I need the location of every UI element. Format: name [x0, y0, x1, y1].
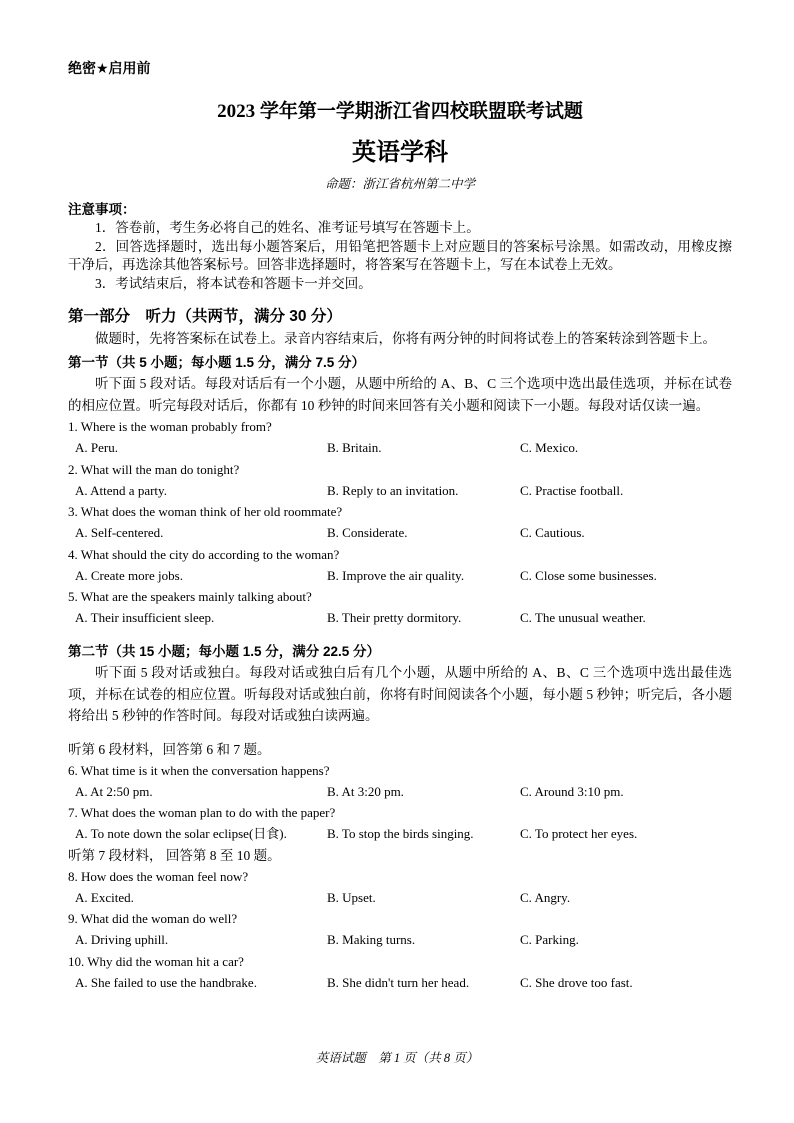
option-c: C. Around 3:10 pm.	[520, 783, 624, 799]
page-footer: 英语试题 第 1 页（共 8 页）	[315, 1051, 479, 1065]
question-stem: 2. What will the man do tonight?	[68, 461, 240, 477]
notice-item-3: 3．考试结束后，将本试卷和答题卡一并交回。	[95, 275, 372, 291]
question-options	[75, 607, 732, 629]
notice-item-1: 1．答卷前，考生务必将自己的姓名、准考证号填写在答题卡上。	[95, 220, 480, 235]
option-b: B. At 3:20 pm.	[327, 783, 404, 799]
question-options	[75, 972, 732, 994]
option-c: C. Angry.	[520, 889, 571, 905]
option-a: A. At 2:50 pm.	[75, 783, 153, 799]
option-b: B. Britain.	[327, 440, 382, 455]
option-a: A. Create more jobs.	[75, 567, 183, 583]
option-b: B. Improve the air quality.	[327, 567, 465, 583]
question-options	[75, 522, 732, 544]
option-b: B. Their pretty dormitory.	[327, 610, 462, 625]
question-5	[68, 586, 732, 629]
question-stem: 3. What does the woman think of her old roommate?	[68, 504, 343, 519]
option-c: C. Parking.	[520, 932, 579, 947]
question-10	[68, 951, 732, 994]
option-c: C. Mexico.	[520, 440, 579, 455]
option-c: C. Practise football.	[520, 482, 624, 498]
question-6	[68, 760, 732, 803]
question-stem: 1. Where is the woman probably from?	[68, 419, 272, 434]
question-options	[75, 929, 732, 951]
question-8	[68, 866, 732, 909]
question-stem: 8. How does the woman feel now?	[68, 868, 249, 884]
question-stem: 5. What are the speakers mainly talking about?	[68, 589, 312, 604]
option-a: A. Their insufficient sleep.	[75, 610, 215, 625]
question-options	[75, 823, 732, 845]
option-c: C. To protect her eyes.	[520, 826, 638, 841]
question-options	[75, 887, 732, 909]
material-7-line: 听第 7 段材料， 回答第 8 至 10 题。	[68, 847, 281, 863]
part1-intro: 做题时，先将答案标在试卷上。录音内容结束后，你将有两分钟的时间将试卷上的答案转涂到答题卡上。	[95, 331, 716, 346]
notice-section	[68, 201, 732, 293]
option-c: C. She drove too fast.	[520, 974, 633, 990]
option-a: A. Attend a party.	[75, 482, 167, 498]
question-3	[68, 501, 732, 544]
option-a: A. Excited.	[75, 889, 134, 905]
section1-intro: 听下面 5 段对话。每段对话后有一个小题，从题中所给的 A、B、C 三个选项中选出最佳选项，并标在试卷的相应位置。听完每段对话后，你都有 10 秒钟的时间来回答有关小题和阅读下一小题。每段对话仅读一遍。	[68, 376, 732, 413]
option-a: A. To note down the solar eclipse(日食).	[75, 826, 287, 841]
section1-heading: 第一节（共 5 小题；每小题 1.5 分，满分 7.5 分）	[68, 354, 366, 370]
question-options	[75, 480, 732, 502]
option-b: B. Considerate.	[327, 525, 408, 540]
question-stem: 4. What should the city do according to the woman?	[68, 546, 340, 562]
option-b: B. To stop the birds singing.	[327, 826, 474, 841]
subject-title: 英语学科	[352, 139, 448, 166]
question-options	[75, 437, 732, 459]
classification-label: 绝密★启用前	[68, 60, 151, 76]
question-1	[68, 416, 732, 459]
question-options	[75, 565, 732, 587]
question-7	[68, 802, 732, 845]
notice-heading: 注意事项：	[68, 202, 136, 217]
question-stem: 6. What time is it when the conversation happens?	[68, 762, 330, 778]
section2-heading: 第二节（共 15 小题；每小题 1.5 分，满分 22.5 分）	[68, 643, 381, 659]
option-b: B. Upset.	[327, 889, 376, 905]
section2-intro: 听下面 5 段对话或独白。每段对话或独白后有几个小题，从题中所给的 A、B、C 三个选项中选出最佳选项，并标在试卷的相应位置。听每段对话或独白前，你将有时间阅读各个小题，每小题 5 秒钟；听完后，各小题将给出 5 秒钟的作答时间。每段对话或独白读两遍。	[68, 665, 732, 723]
proposer-line: 命题：浙江省杭州第二中学	[324, 177, 475, 191]
option-a: A. She failed to use the handbrake.	[75, 974, 257, 990]
option-a: A. Peru.	[75, 440, 118, 455]
notice-item-2: 2．回答选择题时，选出每小题答案后，用铅笔把答题卡上对应题目的答案标号涂黑。如需改动，用橡皮擦干净后，再选涂其他答案标号。回答非选择题时，将答案写在答题卡上，写在本试卷上无效。	[68, 238, 732, 272]
material-6-line: 听第 6 段材料，回答第 6 和 7 题。	[68, 741, 271, 757]
option-b: B. Reply to an invitation.	[327, 482, 459, 498]
question-stem: 7. What does the woman plan to do with the paper?	[68, 805, 336, 820]
part1-heading: 第一部分 听力（共两节，满分 30 分）	[68, 308, 342, 325]
option-a: A. Self-centered.	[75, 525, 164, 540]
option-c: C. Cautious.	[520, 525, 585, 540]
question-9	[68, 908, 732, 951]
question-2	[68, 459, 732, 502]
option-b: B. Making turns.	[327, 932, 416, 947]
option-b: B. She didn't turn her head.	[327, 974, 470, 990]
option-c: C. Close some businesses.	[520, 567, 657, 583]
question-stem: 10. Why did the woman hit a car?	[68, 953, 244, 969]
option-a: A. Driving uphill.	[75, 932, 169, 947]
question-4	[68, 544, 732, 587]
question-options	[75, 781, 732, 803]
question-stem: 9. What did the woman do well?	[68, 911, 238, 926]
option-c: C. The unusual weather.	[520, 610, 646, 625]
exam-title: 2023 学年第一学期浙江省四校联盟联考试题	[217, 101, 583, 122]
